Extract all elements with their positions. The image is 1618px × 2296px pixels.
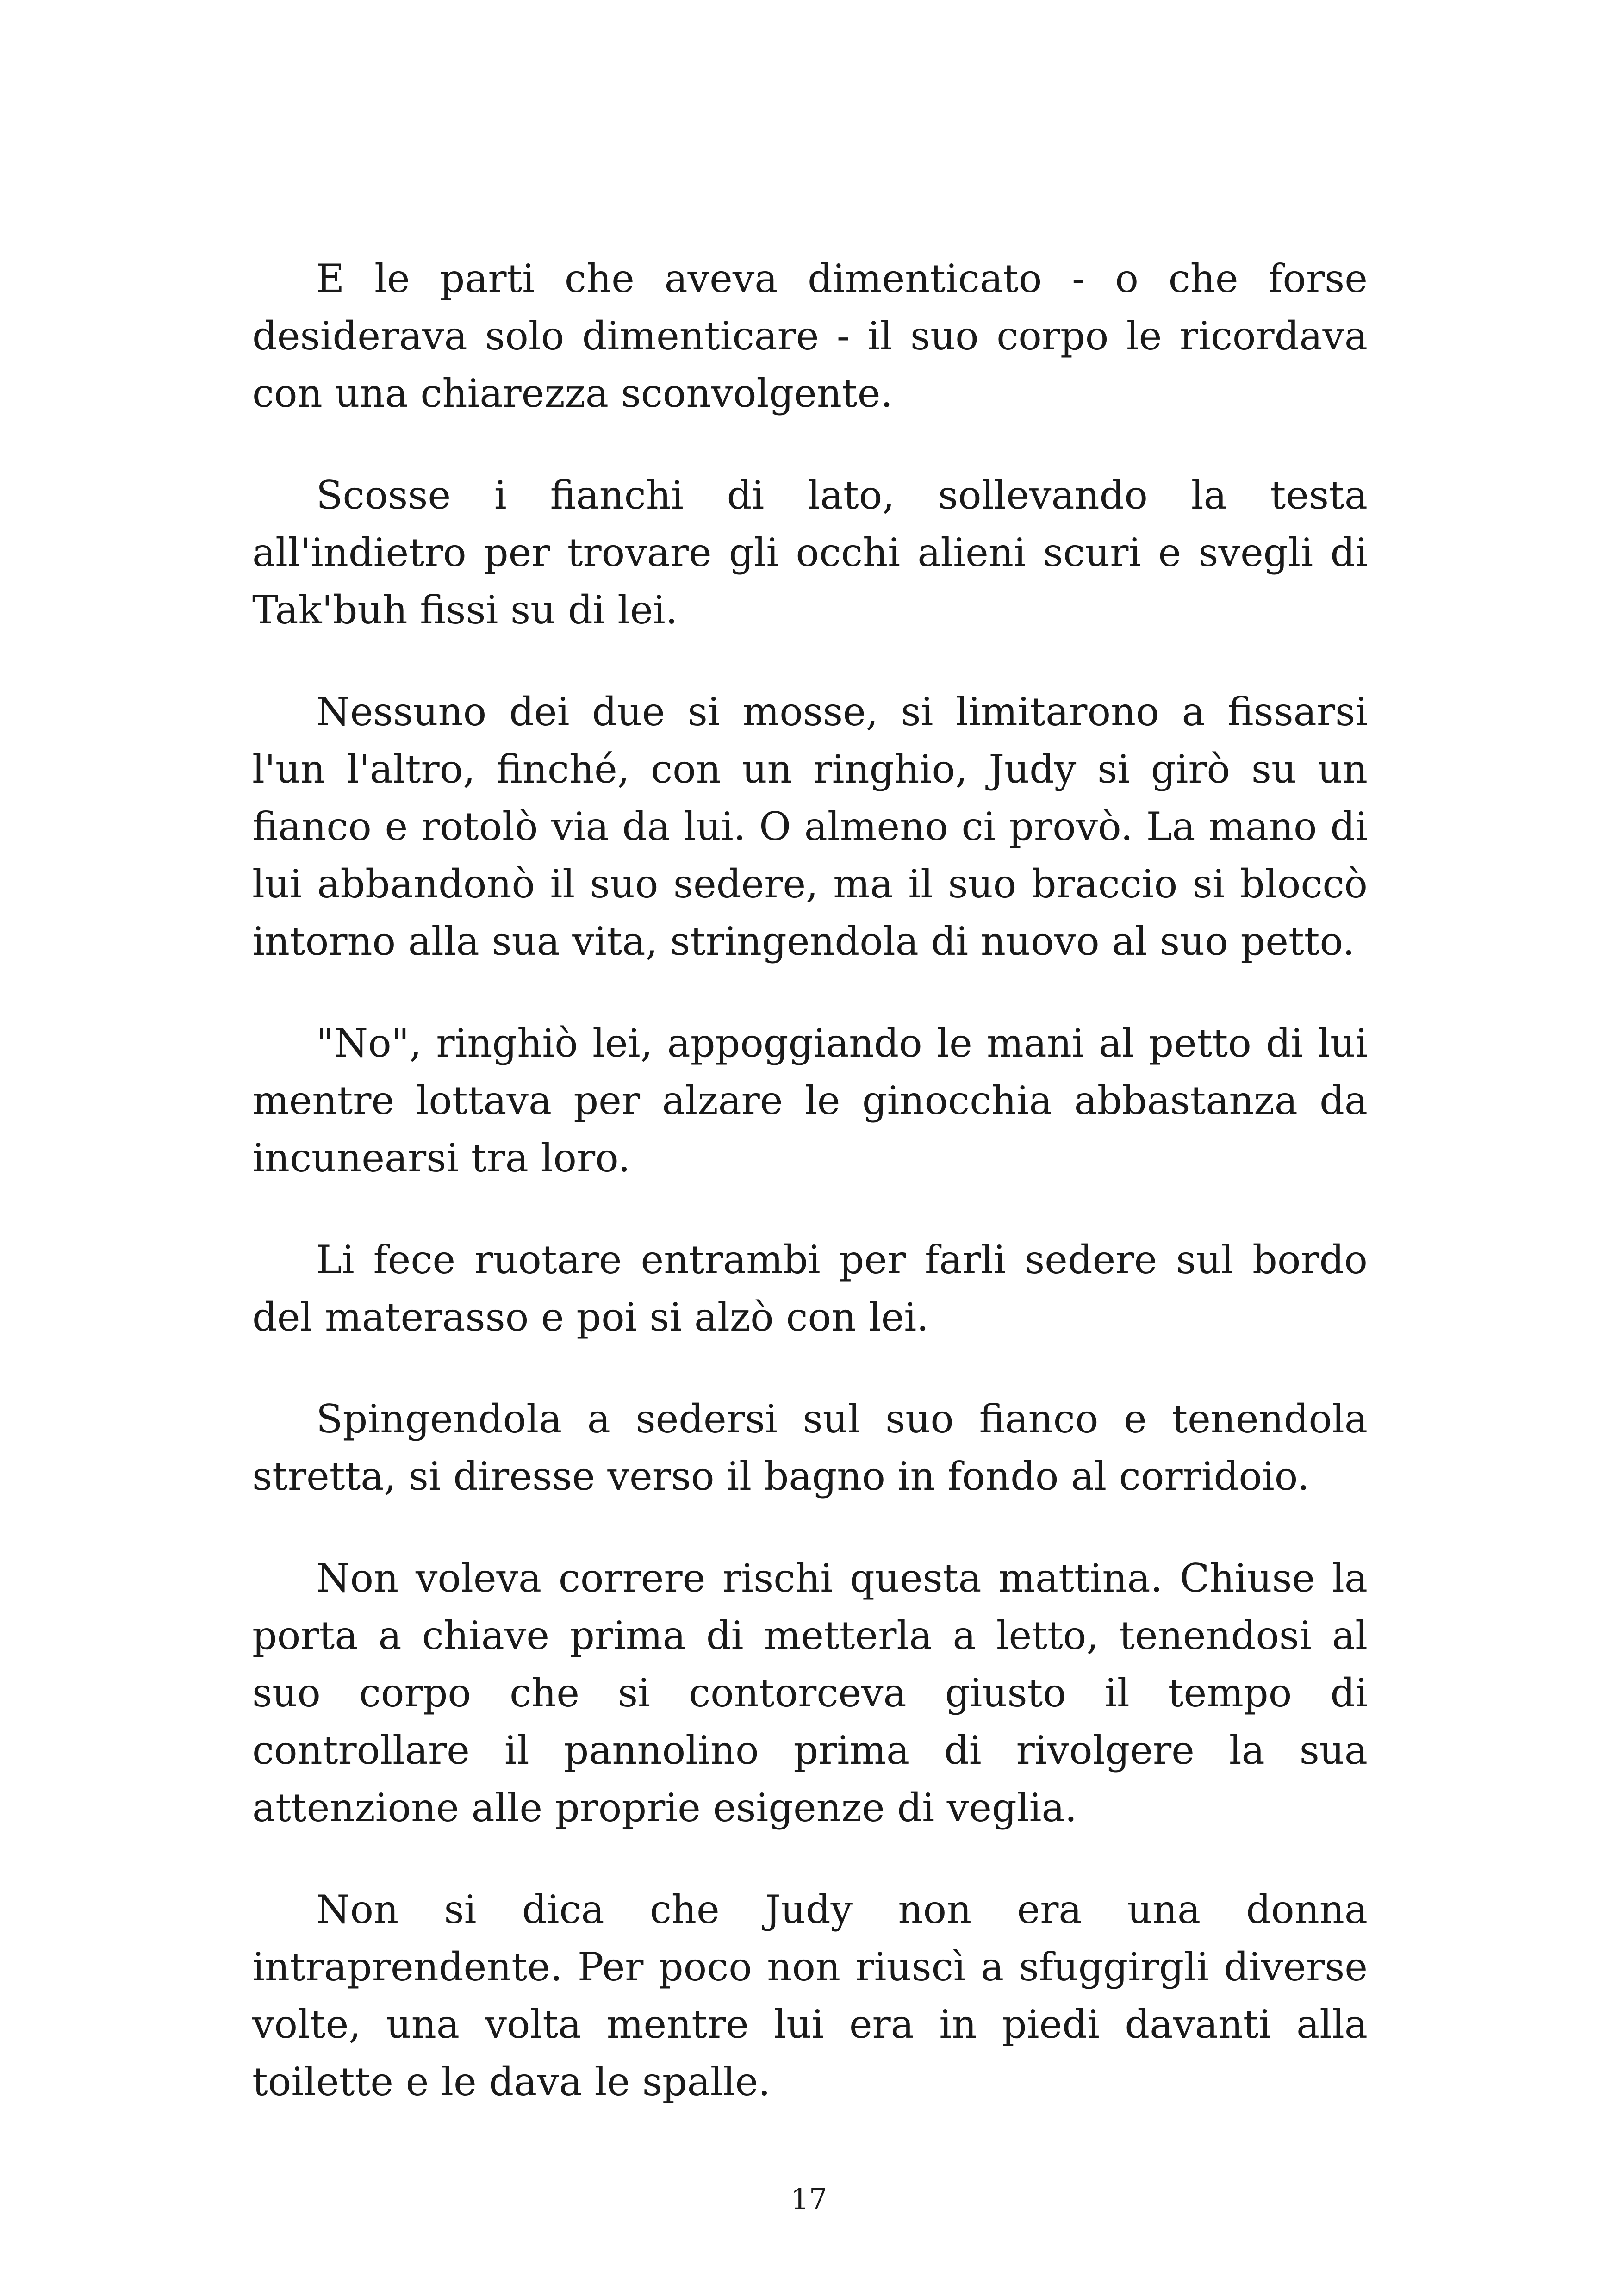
paragraph: E le parti che aveva dimenticato - o che forse desiderava solo dimenticare - il suo corpo le ricordava con una chiarezza sconvolgente. (252, 256, 1368, 416)
paragraph: Non si dica che Judy non era una donna intraprendente. Per poco non riuscì a sfuggirgli diverse volte, una volta mentre lui era in piedi davanti alla toilette e le dava le spalle. (252, 1887, 1368, 2104)
paragraph: Spingendola a sedersi sul suo fianco e tenendola stretta, si diresse verso il bagno in fondo al corridoio. (252, 1396, 1368, 1499)
page-number: 17 (790, 2182, 828, 2216)
paragraph: Nessuno dei due si mosse, si limitarono a fissarsi l'un l'altro, finché, con un ringhio, Judy si girò su un fianco e rotolò via da lui. O almeno ci provò. La mano di lui abbandonò il suo sedere, ma il suo braccio si bloccò intorno alla sua vita, stringendola di nuovo al suo petto. (252, 689, 1368, 964)
paragraph: Li fece ruotare entrambi per farli sedere sul bordo del materasso e poi si alzò con lei. (252, 1237, 1368, 1340)
body-text (252, 250, 1368, 2110)
paragraph: "No", ringhiò lei, appoggiando le mani al petto di lui mentre lottava per alzare le ginocchia abbastanza da incunearsi tra loro. (252, 1020, 1368, 1181)
paragraph: Non voleva correre rischi questa mattina. Chiuse la porta a chiave prima di metterla a letto, tenendosi al suo corpo che si contorceva giusto il tempo di controllare il pannolino prima di rivolgere la sua attenzione alle proprie esigenze di veglia. (252, 1556, 1368, 1830)
paragraph: Scosse i fianchi di lato, sollevando la testa all'indietro per trovare gli occhi alieni scuri e svegli di Tak'buh fissi su di lei. (252, 473, 1368, 633)
